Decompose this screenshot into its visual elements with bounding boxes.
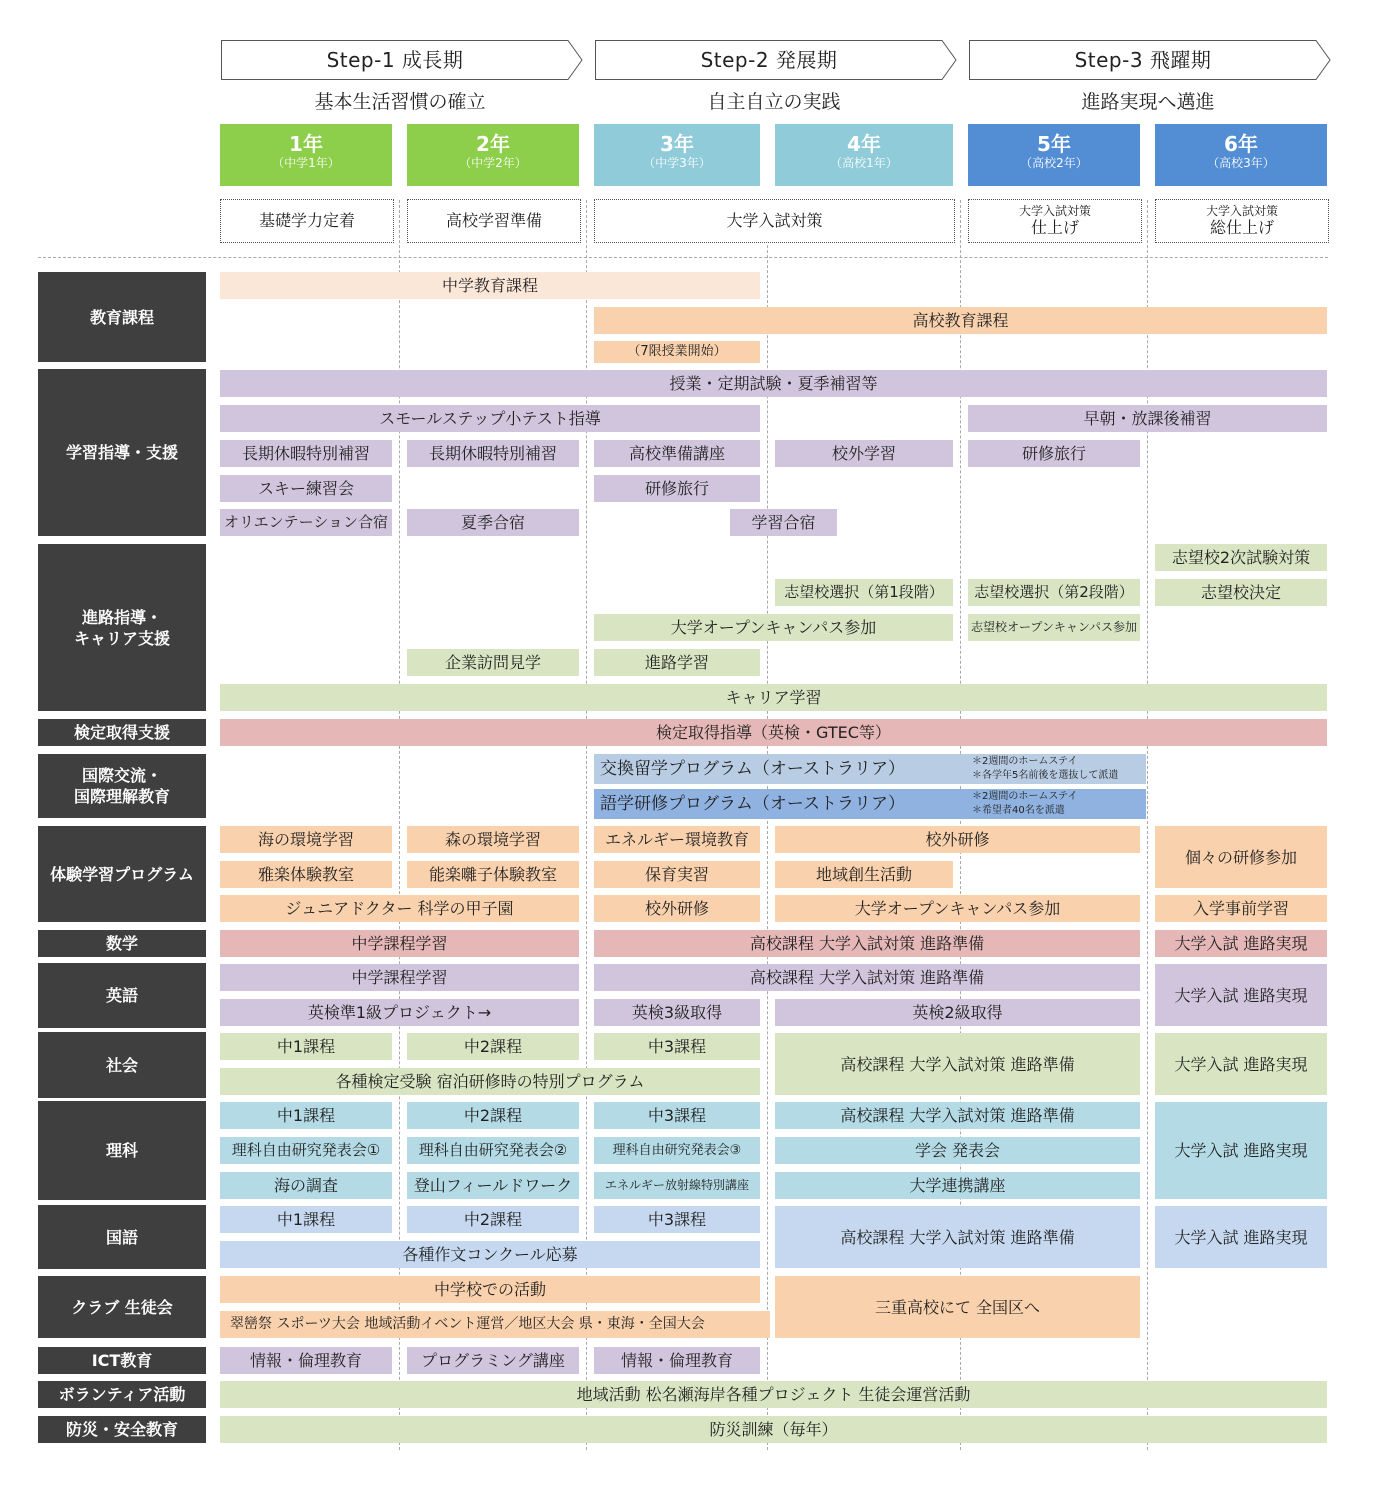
bar-sci-free3: 理科自由研究発表会③ — [594, 1137, 760, 1164]
bar-math-jhs: 中学課程学習 — [220, 930, 579, 957]
bar-classes: 授業・定期試験・夏季補習等 — [220, 370, 1327, 397]
bar-open-campus-5: 志望校オープンキャンパス参加 — [968, 614, 1140, 641]
bar-period7: （7限授業開始） — [594, 341, 760, 363]
bar-gagaku: 雅楽体験教室 — [220, 861, 392, 888]
category-career: 進路指導・ キャリア支援 — [38, 544, 206, 711]
bar-nursery: 保育実習 — [594, 861, 760, 888]
bar-language-label: 語学研修プログラム（オーストラリア） — [600, 794, 905, 814]
category-club: クラブ 生徒会 — [38, 1276, 206, 1338]
grade-sub: （中学2年） — [459, 156, 527, 170]
goal-subtext: 大学入試対策 — [1018, 204, 1091, 218]
bar-pre-entry: 入学事前学習 — [1155, 895, 1327, 922]
bar-study-camp: 学習合宿 — [730, 509, 837, 536]
bar-open-campus: 大学オープンキャンパス参加 — [594, 614, 953, 641]
goal-text: 基礎学力定着 — [258, 211, 355, 230]
grade-sub: （高校3年） — [1207, 156, 1275, 170]
goal-text: 大学入試対策 — [726, 211, 823, 230]
bar-sci-univ: 大学連携講座 — [775, 1172, 1140, 1199]
bar-trip-3: 研修旅行 — [594, 475, 760, 502]
header-divider — [38, 257, 1328, 258]
bar-sci-c2: 中2課程 — [407, 1102, 579, 1129]
bar-sea-env: 海の環境学習 — [220, 826, 392, 853]
grade-box — [220, 124, 392, 186]
bar-long-holiday-2: 長期休暇特別補習 — [407, 440, 579, 467]
language-note-1: ＊2週間のホームステイ — [972, 791, 1078, 802]
bar-training-3: 校外研修 — [594, 895, 760, 922]
goal-box — [407, 199, 581, 243]
goal-text: 総仕上げ — [1209, 218, 1274, 237]
bar-exchange-label: 交換留学プログラム（オーストラリア） — [600, 759, 905, 779]
category-experience: 体験学習プログラム — [38, 826, 206, 922]
bar-eiken-pre1: 英検準1級プロジェクト→ — [220, 999, 579, 1026]
bar-eng-g6: 大学入試 進路実現 — [1155, 964, 1327, 1026]
bar-path-study: 進路学習 — [594, 649, 760, 676]
bar-company-visit: 企業訪問見学 — [407, 649, 579, 676]
bar-open-campus-exp: 大学オープンキャンパス参加 — [775, 895, 1140, 922]
step-1-label: Step-1 成長期 — [326, 48, 464, 72]
bar-jpn-hs: 高校課程 大学入試対策 進路準備 — [775, 1206, 1140, 1268]
grade-label: 1年 — [289, 132, 323, 156]
goal-subtext: 大学入試対策 — [1205, 204, 1278, 218]
bar-club-events: 翠巒祭 スポーツ大会 地域活動イベント運営／地区大会 県・東海・全国大会 — [220, 1311, 770, 1338]
bar-jhs-curriculum: 中学教育課程 — [220, 272, 760, 299]
goal-box — [594, 199, 955, 243]
bar-hs-prep: 高校準備講座 — [594, 440, 760, 467]
bar-sci-hs: 高校課程 大学入試対策 進路準備 — [775, 1102, 1140, 1129]
bar-select-1: 志望校選択（第1段階） — [775, 579, 953, 606]
grade-label: 5年 — [1037, 132, 1071, 156]
bar-forest-env: 森の環境学習 — [407, 826, 579, 853]
bar-regional: 地域創生活動 — [775, 861, 953, 888]
goal-box — [968, 199, 1142, 243]
grade-label: 6年 — [1224, 132, 1258, 156]
category-social: 社会 — [38, 1032, 206, 1098]
category-science: 理科 — [38, 1101, 206, 1200]
goal-box — [220, 199, 394, 243]
bar-sci-field: 登山フィールドワーク — [407, 1172, 579, 1199]
bar-orientation: オリエンテーション合宿 — [220, 509, 392, 536]
bar-jpn-c3: 中3課程 — [594, 1206, 760, 1233]
step-2-theme: 自主自立の実践 — [707, 91, 841, 113]
bar-sci-conf: 学会 発表会 — [775, 1137, 1140, 1164]
bar-safety: 防災訓練（毎年） — [220, 1416, 1327, 1443]
grade-label: 2年 — [476, 132, 510, 156]
category-english: 英語 — [38, 963, 206, 1028]
bar-ict-programming: プログラミング講座 — [407, 1347, 579, 1374]
step-1-theme: 基本生活習慣の確立 — [314, 91, 486, 113]
grade-sub: （中学1年） — [272, 156, 340, 170]
bar-decide: 志望校決定 — [1155, 579, 1327, 606]
bar-soc-c1: 中1課程 — [220, 1033, 392, 1060]
bar-jpn-c2: 中2課程 — [407, 1206, 579, 1233]
category-study: 学習指導・支援 — [38, 369, 206, 536]
bar-ict-ethics-3: 情報・倫理教育 — [594, 1347, 760, 1374]
grade-sub: （高校1年） — [830, 156, 898, 170]
bar-volunteer: 地域活動 松名瀬海岸各種プロジェクト 生徒会運営活動 — [220, 1381, 1327, 1408]
grade-box — [775, 124, 953, 186]
bar-outside-study: 校外学習 — [775, 440, 953, 467]
category-certification: 検定取得支援 — [38, 719, 206, 746]
bar-eiken-2: 英検2級取得 — [775, 999, 1140, 1026]
bar-soc-hs: 高校課程 大学入試対策 進路準備 — [775, 1033, 1140, 1095]
bar-sci-c1: 中1課程 — [220, 1102, 392, 1129]
exchange-note-1: ＊2週間のホームステイ — [972, 756, 1078, 767]
bar-jpn-g6: 大学入試 進路実現 — [1155, 1206, 1327, 1268]
category-safety: 防災・安全教育 — [38, 1416, 206, 1443]
bar-sci-c3: 中3課程 — [594, 1102, 760, 1129]
bar-individual: 個々の研修参加 — [1155, 826, 1327, 888]
category-japanese: 国語 — [38, 1205, 206, 1269]
bar-sci-survey: 海の調査 — [220, 1172, 392, 1199]
goal-text: 高校学習準備 — [445, 211, 542, 230]
bar-hs-curriculum: 高校教育課程 — [594, 307, 1327, 334]
bar-ski: スキー練習会 — [220, 475, 392, 502]
category-ict: ICT教育 — [38, 1347, 206, 1374]
bar-second-exam: 志望校2次試験対策 — [1155, 544, 1327, 571]
bar-soc-c2: 中2課程 — [407, 1033, 579, 1060]
bar-summer-camp: 夏季合宿 — [407, 509, 579, 536]
bar-club-jhs: 中学校での活動 — [220, 1276, 760, 1303]
bar-early-supplement: 早朝・放課後補習 — [968, 405, 1327, 432]
goal-box — [1155, 199, 1329, 243]
bar-outside-training: 校外研修 — [775, 826, 1140, 853]
grade-box — [1155, 124, 1327, 186]
bar-eiken-3: 英検3級取得 — [594, 999, 760, 1026]
bar-eng-hs: 高校課程 大学入試対策 進路準備 — [594, 964, 1140, 991]
bar-small-step: スモールステップ小テスト指導 — [220, 405, 760, 432]
language-note-2: ＊希望者40名を派遣 — [972, 805, 1065, 816]
category-international: 国際交流・ 国際理解教育 — [38, 754, 206, 818]
bar-soc-exam: 各種検定受験 宿泊研修時の特別プログラム — [220, 1068, 760, 1095]
grade-label: 3年 — [660, 132, 694, 156]
category-curriculum: 教育課程 — [38, 272, 206, 362]
goal-text: 仕上げ — [1030, 218, 1079, 237]
bar-sci-free1: 理科自由研究発表会① — [220, 1137, 392, 1164]
step-3-label: Step-3 飛躍期 — [1074, 48, 1212, 72]
bar-certification: 検定取得指導（英検・GTEC等） — [220, 719, 1327, 746]
category-volunteer: ボランティア活動 — [38, 1381, 206, 1408]
exchange-note-2: ＊各学年5名前後を選抜して派遣 — [972, 770, 1119, 781]
bar-soc-c3: 中3課程 — [594, 1033, 760, 1060]
bar-jpn-c1: 中1課程 — [220, 1206, 392, 1233]
grade-box — [594, 124, 760, 186]
grade-box — [968, 124, 1140, 186]
bar-select-2: 志望校選択（第2段階） — [968, 579, 1140, 606]
grade-sub: （中学3年） — [643, 156, 711, 170]
bar-sci-g6: 大学入試 進路実現 — [1155, 1102, 1327, 1199]
bar-math-hs: 高校課程 大学入試対策 進路準備 — [594, 930, 1140, 957]
grade-sub: （高校2年） — [1020, 156, 1088, 170]
bar-long-holiday-1: 長期休暇特別補習 — [220, 440, 392, 467]
bar-sci-free2: 理科自由研究発表会② — [407, 1137, 579, 1164]
bar-sci-radiation: エネルギー放射線特別講座 — [594, 1172, 760, 1199]
grade-label: 4年 — [847, 132, 881, 156]
bar-ict-ethics-1: 情報・倫理教育 — [220, 1347, 392, 1374]
bar-soc-g6: 大学入試 進路実現 — [1155, 1033, 1327, 1095]
grade-box — [407, 124, 579, 186]
step-3-theme: 進路実現へ邁進 — [1081, 91, 1215, 113]
bar-eng-jhs: 中学課程学習 — [220, 964, 579, 991]
bar-trip-5: 研修旅行 — [968, 440, 1140, 467]
bar-junior-doctor: ジュニアドクター 科学の甲子園 — [220, 895, 579, 922]
bar-math-g6: 大学入試 進路実現 — [1155, 930, 1327, 957]
bar-jpn-essay: 各種作文コンクール応募 — [220, 1241, 760, 1268]
bar-career-study: キャリア学習 — [220, 684, 1327, 711]
step-2-label: Step-2 発展期 — [700, 48, 838, 72]
category-math: 数学 — [38, 930, 206, 957]
bar-club-mie: 三重高校にて 全国区へ — [775, 1276, 1140, 1338]
bar-noh: 能楽囃子体験教室 — [407, 861, 579, 888]
bar-energy-env: エネルギー環境教育 — [594, 826, 760, 853]
